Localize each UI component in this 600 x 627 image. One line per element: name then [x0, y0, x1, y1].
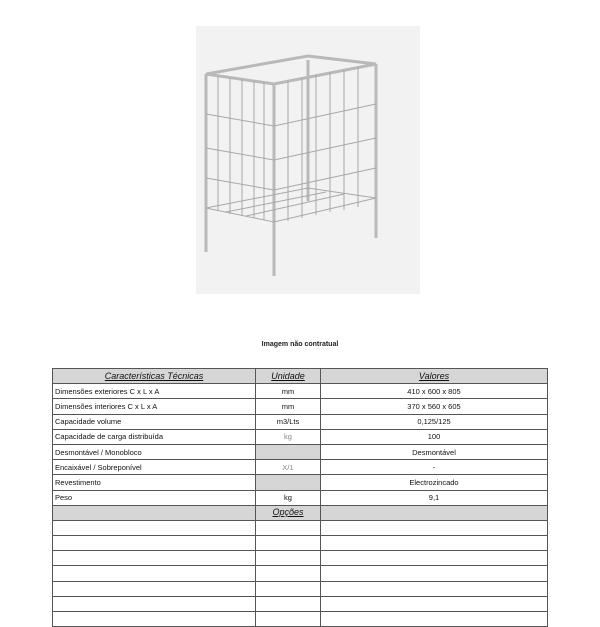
- empty-row: [53, 612, 548, 627]
- feature-cell: Peso: [53, 490, 256, 505]
- unit-cell: m3/Lts: [256, 414, 321, 429]
- wire-basket-illustration: [196, 26, 420, 294]
- unit-cell: mm: [256, 384, 321, 399]
- value-cell: 410 x 600 x 805: [321, 384, 548, 399]
- unit-cell: kg: [256, 490, 321, 505]
- feature-cell: Capacidade de carga distribuída: [53, 429, 256, 444]
- header-features: Características Técnicas: [53, 369, 256, 384]
- empty-row: [53, 596, 548, 611]
- unit-cell: X/1: [256, 460, 321, 475]
- value-cell: 9,1: [321, 490, 548, 505]
- feature-cell: Dimensões exteriores C x L x A: [53, 384, 256, 399]
- options-header: Opções: [256, 505, 321, 520]
- value-cell: Electrozincado: [321, 475, 548, 490]
- options-blank-cell: [53, 505, 256, 520]
- empty-row: [53, 566, 548, 581]
- options-header-row: [53, 505, 548, 520]
- feature-cell: Encaixável / Sobreponível: [53, 460, 256, 475]
- image-caption: Imagem não contratual: [261, 341, 339, 348]
- value-cell: 0,125/125: [321, 414, 548, 429]
- table-row: [53, 444, 548, 459]
- value-cell: Desmontável: [321, 444, 548, 459]
- product-photo: [196, 26, 420, 294]
- feature-cell: Dimensões interiores C x L x A: [53, 399, 256, 414]
- table-row: [53, 399, 548, 414]
- options-blank-cell: [321, 505, 548, 520]
- feature-cell: Revestimento: [53, 475, 256, 490]
- empty-row: [53, 536, 548, 551]
- feature-cell: Capacidade volume: [53, 414, 256, 429]
- empty-row: [53, 551, 548, 566]
- table-row: [53, 460, 548, 475]
- table-row: [53, 475, 548, 490]
- unit-cell: [256, 444, 321, 459]
- value-cell: 370 x 560 x 605: [321, 399, 548, 414]
- table-row: [53, 429, 548, 444]
- header-values: Valores: [321, 369, 548, 384]
- table-row: [53, 384, 548, 399]
- value-cell: 100: [321, 429, 548, 444]
- empty-row: [53, 581, 548, 596]
- header-unit: Unidade: [256, 369, 321, 384]
- unit-cell: [256, 475, 321, 490]
- unit-cell: mm: [256, 399, 321, 414]
- unit-cell: kg: [256, 429, 321, 444]
- table-row: [53, 414, 548, 429]
- table-row: [53, 490, 548, 505]
- specifications-table: [52, 368, 548, 627]
- value-cell: -: [321, 460, 548, 475]
- table-header-row: [53, 369, 548, 384]
- empty-row: [53, 520, 548, 535]
- feature-cell: Desmontável / Monobloco: [53, 444, 256, 459]
